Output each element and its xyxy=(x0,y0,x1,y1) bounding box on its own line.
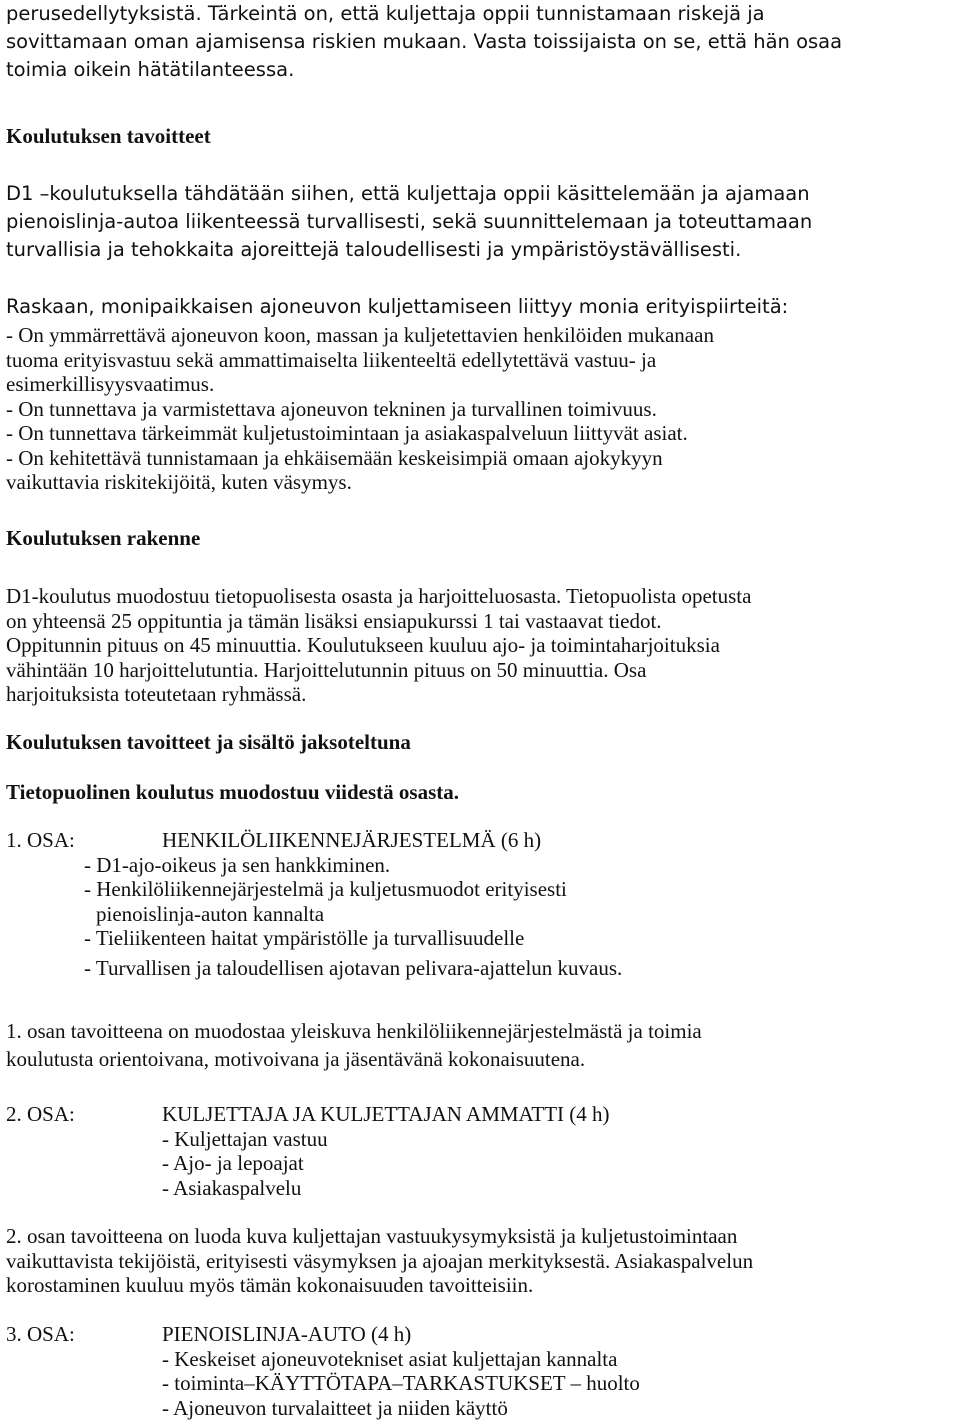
rakenne-paragraph xyxy=(6,584,956,707)
osa-number: 3. OSA: xyxy=(6,1322,75,1346)
text-line: vaikuttavista tekijöistä, erityisesti väsymyksen ja ajoajan merkityksestä. Asiakaspalvelun xyxy=(6,1248,754,1273)
list-item: - Turvallisen ja taloudellisen ajotavan pelivara-ajattelun kuvaus. xyxy=(84,955,623,980)
list-item: pienoislinja-auton kannalta xyxy=(96,901,325,926)
osa-2-goal xyxy=(6,1224,956,1298)
section-heading-tavoitteet: Koulutuksen tavoitteet xyxy=(6,124,211,148)
text-line: harjoituksista toteutetaan ryhmässä. xyxy=(6,682,307,706)
list-item: - D1-ajo-oikeus ja sen hankkiminen. xyxy=(84,852,391,877)
section-heading-jaksot: Koulutuksen tavoitteet ja sisältö jaksoteltuna xyxy=(6,730,411,754)
osa-item-list xyxy=(84,853,622,981)
list-item: - Keskeiset ajoneuvotekniset asiat kuljettajan kannalta xyxy=(162,1346,618,1371)
tavoitteet-paragraph xyxy=(6,180,956,264)
text-line: Oppitunnin pituus on 45 minuuttia. Koulutukseen kuuluu ajo- ja toimintaharjoituksia xyxy=(6,633,720,657)
osa-item-list xyxy=(162,1347,640,1421)
intro-paragraph xyxy=(6,0,956,84)
osa-item-list xyxy=(162,1127,328,1201)
text-line: perusedellytyksistä. Tärkeintä on, että kuljettaja oppii tunnistamaan riskejä ja xyxy=(6,2,765,25)
text-line: 2. osan tavoitteena on luoda kuva kuljettajan vastuukysymyksistä ja kuljetustoimintaan xyxy=(6,1224,738,1248)
text-line: - On ymmärrettävä ajoneuvon koon, massan ja kuljetettavien henkilöiden mukanaan xyxy=(6,323,714,347)
text-line: on yhteensä 25 oppituntia ja tämän lisäksi ensiapukurssi 1 tai vastaavat tiedot. xyxy=(6,608,662,633)
osa-number: 2. OSA: xyxy=(6,1102,75,1126)
raskaan-paragraph xyxy=(6,295,956,319)
osa-1-goal xyxy=(6,1017,956,1073)
osa-title: HENKILÖLIIKENNEJÄRJESTELMÄ (6 h) xyxy=(162,828,542,852)
list-item: - toiminta–KÄYTTÖTAPA–TARKASTUKSET – huolto xyxy=(162,1371,640,1395)
subheading-tietopuolinen: Tietopuolinen koulutus muodostuu viidestä osasta. xyxy=(6,780,459,804)
section-heading-rakenne: Koulutuksen rakenne xyxy=(6,526,201,550)
osa-2-block xyxy=(6,1102,956,1202)
text-line: toimia oikein hätätilanteessa. xyxy=(6,58,295,81)
osa-3-block xyxy=(6,1322,956,1422)
text-line: turvallisia ja tehokkaita ajoreittejä taloudellisesti ja ympäristöystävällisesti. xyxy=(6,238,742,261)
osa-title: PIENOISLINJA-AUTO (4 h) xyxy=(162,1322,412,1346)
osa-1-block xyxy=(6,828,956,988)
text-line: D1-koulutus muodostuu tietopuolisesta osasta ja harjoitteluosasta. Tietopuolista opetusta xyxy=(6,584,752,608)
list-item: - Kuljettajan vastuu xyxy=(162,1126,328,1151)
text-line: D1 –koulutuksella tähdätään siihen, että kuljettaja oppii käsittelemään ja ajamaan xyxy=(6,182,810,205)
text-line: esimerkillisyysvaatimus. xyxy=(6,372,215,396)
list-item: - Ajo- ja lepoajat xyxy=(162,1151,304,1175)
text-line: - On kehitettävä tunnistamaan ja ehkäisemään keskeisimpiä omaan ajokykyyn xyxy=(6,445,663,470)
text-line: sovittamaan oman ajamisensa riskien mukaan. Vasta toissijaista on se, että hän osaa xyxy=(6,30,843,53)
text-line: - On tunnettava tärkeimmät kuljetustoimintaan ja asiakaspalveluun liittyvät asiat. xyxy=(6,421,688,445)
list-item: - Tieliikenteen haitat ympäristölle ja turvallisuudelle xyxy=(84,926,525,950)
raskaan-list xyxy=(6,323,956,495)
text-line: tuoma erityisvastuu sekä ammattimaiselta liikenteeltä edellytettävä vastuu- ja xyxy=(6,347,657,372)
osa-number: 1. OSA: xyxy=(6,828,75,852)
list-item: - Henkilöliikennejärjestelmä ja kuljetusmuodot erityisesti xyxy=(84,877,567,901)
text-line: - On tunnettava ja varmistettava ajoneuvon tekninen ja turvallinen toimivuus. xyxy=(6,396,657,421)
osa-title: KULJETTAJA JA KULJETTAJAN AMMATTI (4 h) xyxy=(162,1102,610,1126)
text-line: vaikuttavia riskitekijöitä, kuten väsymys. xyxy=(6,470,352,494)
text-line: 1. osan tavoitteena on muodostaa yleiskuva henkilöliikennejärjestelmästä ja toimia xyxy=(6,1019,702,1043)
text-line: korostaminen kuuluu myös tämän kokonaisuuden tavoitteisiin. xyxy=(6,1273,534,1297)
text-line: Raskaan, monipaikkaisen ajoneuvon kuljettamiseen liittyy monia erityispiirteitä: xyxy=(6,295,789,318)
list-item: - Ajoneuvon turvalaitteet ja niiden käyttö xyxy=(162,1395,508,1420)
text-line: pienoislinja-autoa liikenteessä turvallisesti, sekä suunnittelemaan ja toteuttamaan xyxy=(6,210,813,233)
text-line: vähintään 10 harjoittelutuntia. Harjoittelutunnin pituus on 50 minuuttia. Osa xyxy=(6,657,647,682)
list-item: - Asiakaspalvelu xyxy=(162,1175,302,1200)
text-line: koulutusta orientoivana, motivoivana ja jäsentävänä kokonaisuutena. xyxy=(6,1047,586,1071)
